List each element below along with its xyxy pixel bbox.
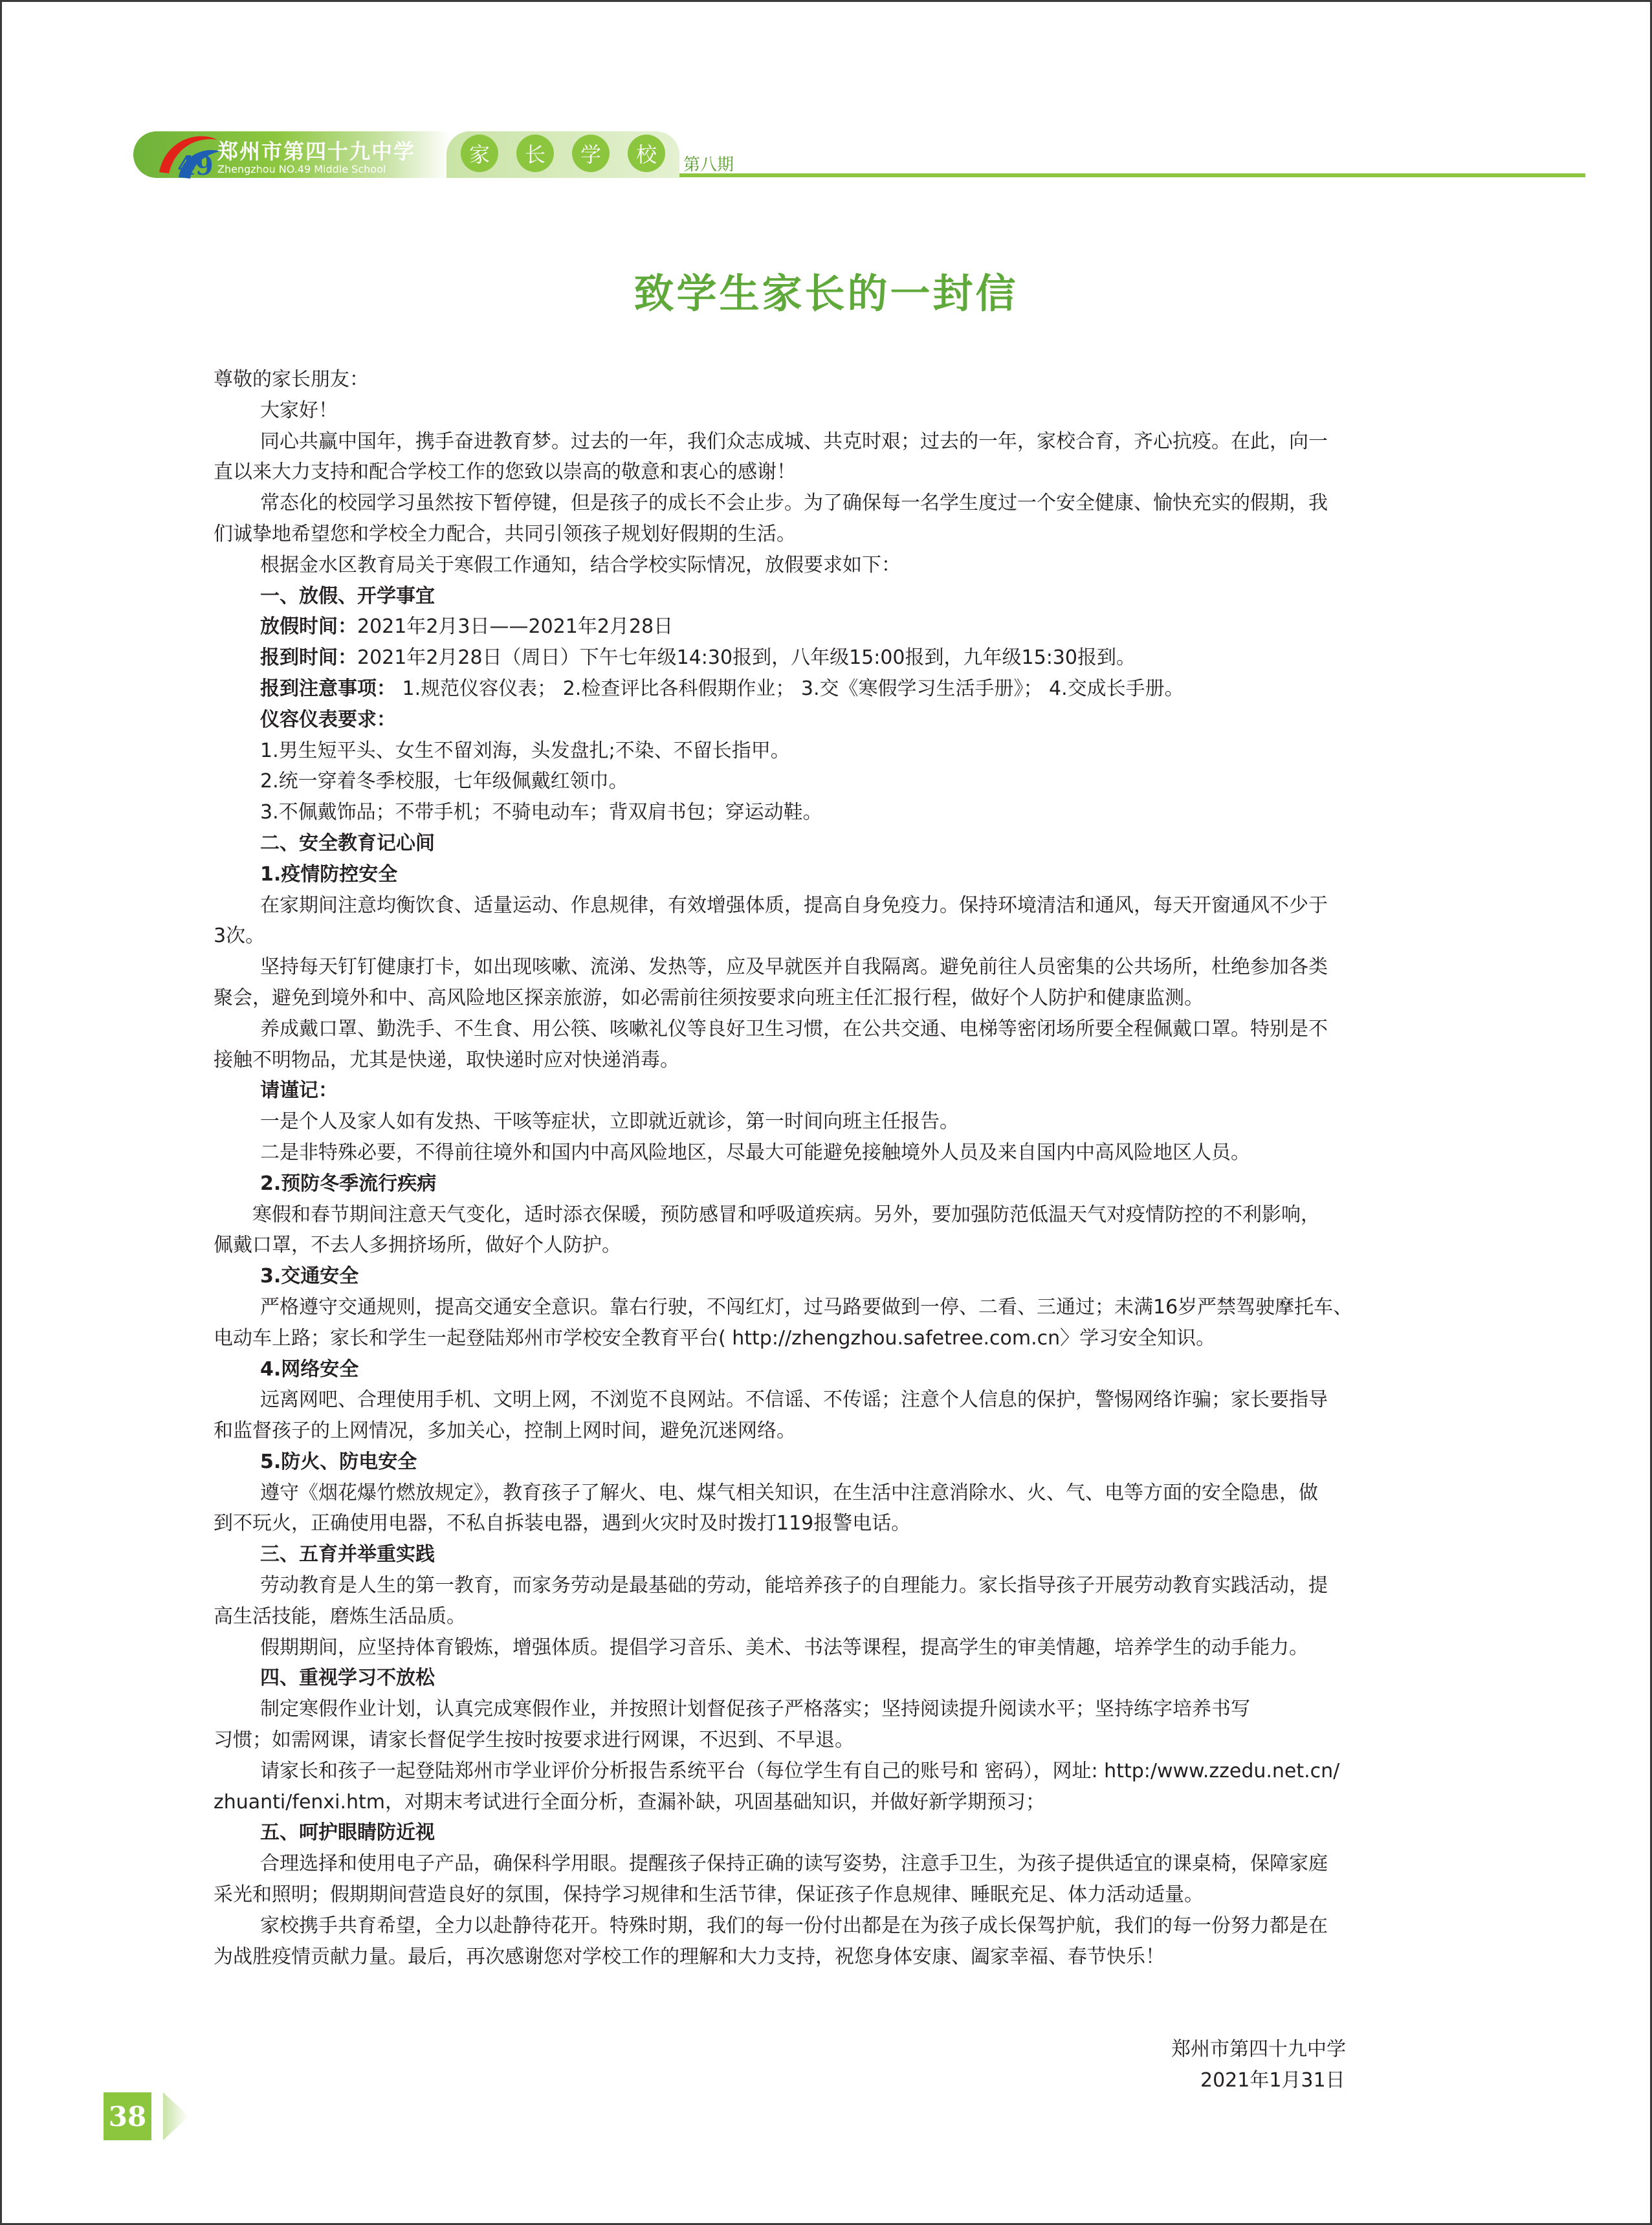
letter-line: 根据金水区教育局关于寒假工作通知，结合学校实际情况，放假要求如下： [260, 553, 901, 576]
letter-line: 二是非特殊必要，不得前往境外和国内中高风险地区，尽最大可能避免接触境外人员及来自国内中高风险地区人员。 [260, 1141, 1250, 1164]
letter-line: 1.疫情防控安全 [260, 862, 398, 886]
line-label: 报到注意事项： [260, 677, 396, 700]
letter-line: 远离网吧、合理使用手机、文明上网，不浏览不良网站。不信谣、不传谣；注意个人信息的保护，警惕网络诈骗；家长要指导 [260, 1388, 1328, 1412]
page-number: 38 [104, 2092, 151, 2140]
svg-text:49: 49 [177, 151, 214, 181]
letter-line: 劳动教育是人生的第一教育，而家务劳动是最基础的劳动，能培养孩子的自理能力。家长指导孩子开展劳动教育实践活动，提 [260, 1574, 1328, 1597]
column-char-2: 长 [516, 135, 554, 172]
letter-line: 在家期间注意均衡饮食、适量运动、作息规律，有效增强体质，提高自身免疫力。保持环境清洁和通风，每天开窗通风不少于 [260, 893, 1328, 917]
letter-line: 5.防火、防电安全 [260, 1450, 417, 1473]
school-name-en: Zhengzhou NO.49 Middle School [217, 163, 386, 175]
letter-line: 到不玩火，正确使用电器，不私自拆装电器，遇到火灾时及时拨打119报警电话。 [214, 1512, 911, 1535]
letter-line: 请家长和孩子一起登陆郑州市学业评价分析报告系统平台（每位学生有自己的账号和 密码），网址: http:/www.zzedu.net.cn/ [260, 1759, 1340, 1782]
letter-line: 4.网络安全 [260, 1357, 359, 1381]
letter-line: 高生活技能，磨炼生活品质。 [214, 1605, 466, 1628]
letter-line: 直以来大力支持和配合学校工作的您致以崇高的敬意和衷心的感谢！ [214, 461, 796, 484]
letter-line: 合理选择和使用电子产品，确保科学用眼。提醒孩子保持正确的读写姿势，注意手卫生，为孩子提供适宜的课桌椅，保障家庭 [260, 1852, 1328, 1876]
letter-line: 同心共赢中国年，携手奋进教育梦。过去的一年，我们众志成城、共克时艰；过去的一年，家校合育，齐心抗疫。在此，向一 [260, 430, 1328, 453]
letter-line: 2.预防冬季流行疾病 [260, 1172, 437, 1195]
letter-line: 家校携手共育希望，全力以赴静待花开。特殊时期，我们的每一份付出都是在为孩子成长保驾护航，我们的每一份努力都是在 [260, 1914, 1328, 1937]
page-arrow-icon [163, 2092, 189, 2140]
letter-line: 请谨记： [260, 1079, 338, 1102]
issue-label: 第八期 [683, 155, 734, 175]
letter-line: 制定寒假作业计划，认真完成寒假作业，并按照计划督促孩子严格落实；坚持阅读提升阅读水平；坚持练字培养书写 [260, 1698, 1250, 1721]
column-char-4: 校 [628, 135, 665, 172]
school-logo-icon [153, 127, 224, 182]
line-label: 报到时间： [260, 646, 357, 670]
letter-line: 五、呵护眼睛防近视 [260, 1821, 435, 1845]
letter-line: 一是个人及家人如有发热、干咳等症状，立即就近就诊，第一时间向班主任报告。 [260, 1110, 959, 1134]
letter-body [214, 364, 1456, 2096]
letter-line: 电动车上路；家长和学生一起登陆郑州市学校安全教育平台( http://zhengzhou.safetree.com.cn〉学习安全知识。 [214, 1326, 1216, 1350]
letter-line: 仪容仪表要求： [260, 708, 396, 731]
letter-line: 和监督孩子的上网情况，多加关心，控制上网时间，避免沉迷网络。 [214, 1419, 796, 1443]
letter-line: 寒假和春节期间注意天气变化，适时添衣保暖，预防感冒和呼吸道疾病。另外，要加强防范低温天气对疫情防控的不利影响， [252, 1203, 1320, 1226]
letter-line: 报到时间：2021年2月28日（周日）下午七年级14:30报到，八年级15:00报到，九年级15:30报到。 [260, 646, 1136, 670]
letter-line: 四、重视学习不放松 [260, 1667, 435, 1690]
letter-line: 1.男生短平头、女生不留刘海，头发盘扎;不染、不留长指甲。 [260, 739, 790, 762]
letter-line: 养成戴口罩、勤洗手、不生食、用公筷、咳嗽礼仪等良好卫生习惯，在公共交通、电梯等密闭场所要全程佩戴口罩。特别是不 [260, 1017, 1328, 1040]
letter-line: 接触不明物品，尤其是快递，取快递时应对快递消毒。 [214, 1048, 679, 1071]
letter-line: 假期期间，应坚持体育锻炼，增强体质。提倡学习音乐、美术、书法等课程，提高学生的审美情趣，培养学生的动手能力。 [260, 1636, 1308, 1659]
letter-line: 放假时间：2021年2月3日——2021年2月28日 [260, 615, 674, 639]
letter-line: 三、五育并举重实践 [260, 1543, 435, 1566]
letter-line: 们诚挚地希望您和学校全力配合，共同引领孩子规划好假期的生活。 [214, 522, 796, 545]
letter-line: 为战胜疫情贡献力量。最后，再次感谢您对学校工作的理解和大力支持，祝您身体安康、阖家幸福、春节快乐！ [214, 1945, 1165, 1968]
letter-line: 一、放假、开学事宜 [260, 584, 435, 608]
letter-line: 习惯；如需网课，请家长督促学生按时按要求进行网课，不迟到、不早退。 [214, 1729, 854, 1752]
line-label: 放假时间： [260, 615, 357, 639]
letter-line: 大家好！ [260, 399, 338, 422]
letter-line [214, 2003, 1456, 2034]
letter-line: 采光和照明；假期期间营造良好的氛围，保持学习规律和生活节律，保证孩子作息规律、睡眠充足、体力活动适量。 [214, 1883, 1204, 1907]
letter-line: 遵守《烟花爆竹燃放规定》，教育孩子了解火、电、煤气相关知识，在生活中注意消除水、火、气、电等方面的安全隐患，做 [260, 1481, 1318, 1504]
letter-line: 郑州市第四十九中学 [1171, 2038, 1346, 2061]
letter-line: zhuanti/fenxi.htm，对期末考试进行全面分析，查漏补缺，巩固基础知识，并做好新学期预习； [214, 1790, 1046, 1814]
letter-line: 2.统一穿着冬季校服，七年级佩戴红领巾。 [260, 770, 628, 793]
letter-line: 尊敬的家长朋友： [214, 368, 369, 391]
letter-line: 报到注意事项： 1.规范仪容仪表； 2.检查评比各科假期作业； 3.交《寒假学习生活手册》； 4.交成长手册。 [260, 677, 1184, 700]
letter-line: 3.交通安全 [260, 1265, 359, 1288]
letter-line: 严格遵守交通规则，提高交通安全意识。靠右行驶，不闯红灯，过马路要做到一停、二看、三通过；未满16岁严禁驾驶摩托车、 [260, 1295, 1353, 1319]
letter-line: 佩戴口罩，不去人多拥挤场所，做好个人防护。 [214, 1234, 621, 1257]
letter-line: 3次。 [214, 925, 265, 948]
letter-line: 坚持每天钉钉健康打卡，如出现咳嗽、流涕、发热等，应及早就医并自我隔离。避免前往人员密集的公共场所，杜绝参加各类 [260, 956, 1328, 979]
school-name: 郑州市第四十九中学 [217, 139, 416, 164]
letter-line: 常态化的校园学习虽然按下暂停键，但是孩子的成长不会止步。为了确保每一名学生度过一个安全健康、愉快充实的假期，我 [260, 492, 1328, 515]
letter-line: 聚会，避免到境外和中、高风险地区探亲旅游，如必需前往须按要求向班主任汇报行程，做好个人防护和健康监测。 [214, 986, 1204, 1009]
letter-line [214, 1972, 1456, 2003]
column-char-3: 学 [572, 135, 610, 172]
column-char-1: 家 [461, 135, 498, 172]
letter-line: 二、安全教育记心间 [260, 831, 435, 855]
letter-line: 2021年1月31日 [1200, 2068, 1345, 2092]
letter-line: 3.不佩戴饰品；不带手机；不骑电动车；背双肩书包；穿运动鞋。 [260, 801, 822, 824]
letter-title: 致学生家长的一封信 [633, 270, 1019, 317]
